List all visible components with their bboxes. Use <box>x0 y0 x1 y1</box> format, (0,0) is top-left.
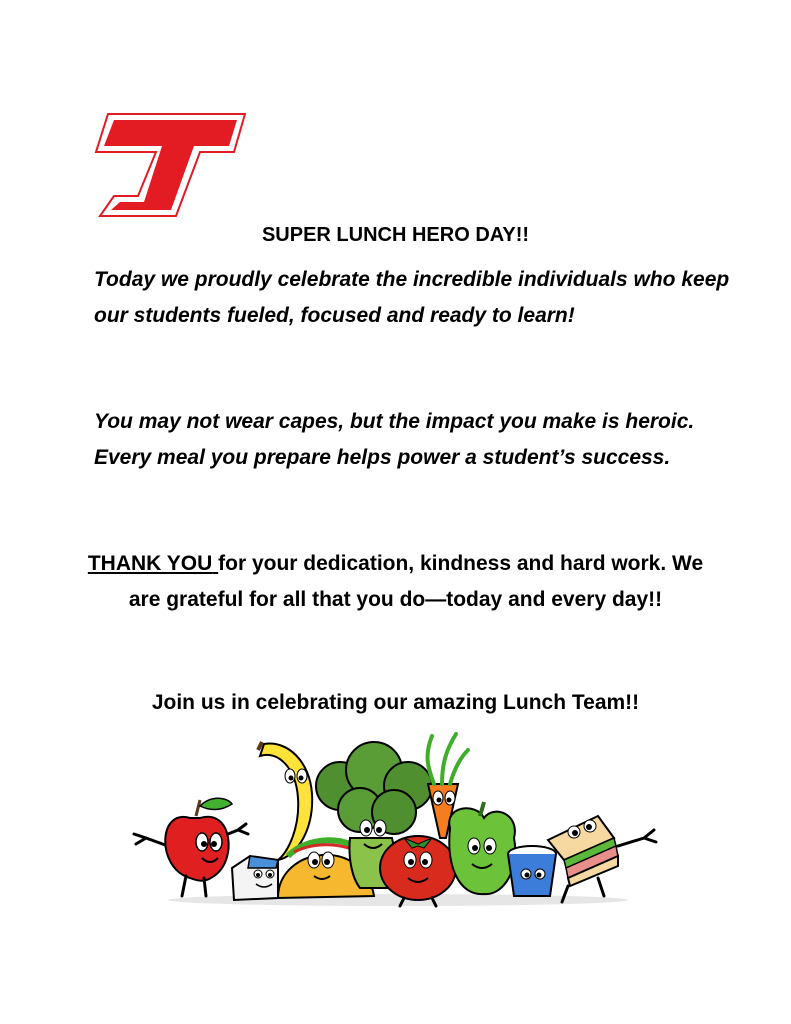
yogurt-cup-icon <box>508 846 556 896</box>
capes-paragraph: You may not wear capes, but the impact you make is heroic. Every meal you prepare helps power a student’s success. <box>94 410 695 469</box>
thank-you-paragraph <box>70 546 721 618</box>
thank-you-body: for your dedication, kindness and hard work. We are grateful for all that you do—today and every day!! <box>128 552 704 611</box>
thank-you-emphasis: THANK YOU <box>87 552 213 575</box>
closing-line: Join us in celebrating our amazing Lunch Team!! <box>151 691 640 714</box>
apple-icon <box>134 798 248 896</box>
intro-paragraph: Today we proudly celebrate the incredible individuals who keep our students fueled, focused and ready to learn! <box>94 268 730 327</box>
food-characters-illustration <box>128 728 668 910</box>
milk-carton-icon <box>232 856 278 900</box>
school-t-logo <box>94 112 246 218</box>
page-title: SUPER LUNCH HERO DAY!! <box>261 224 530 246</box>
sandwich-icon <box>548 816 656 902</box>
bell-pepper-icon <box>449 802 515 894</box>
